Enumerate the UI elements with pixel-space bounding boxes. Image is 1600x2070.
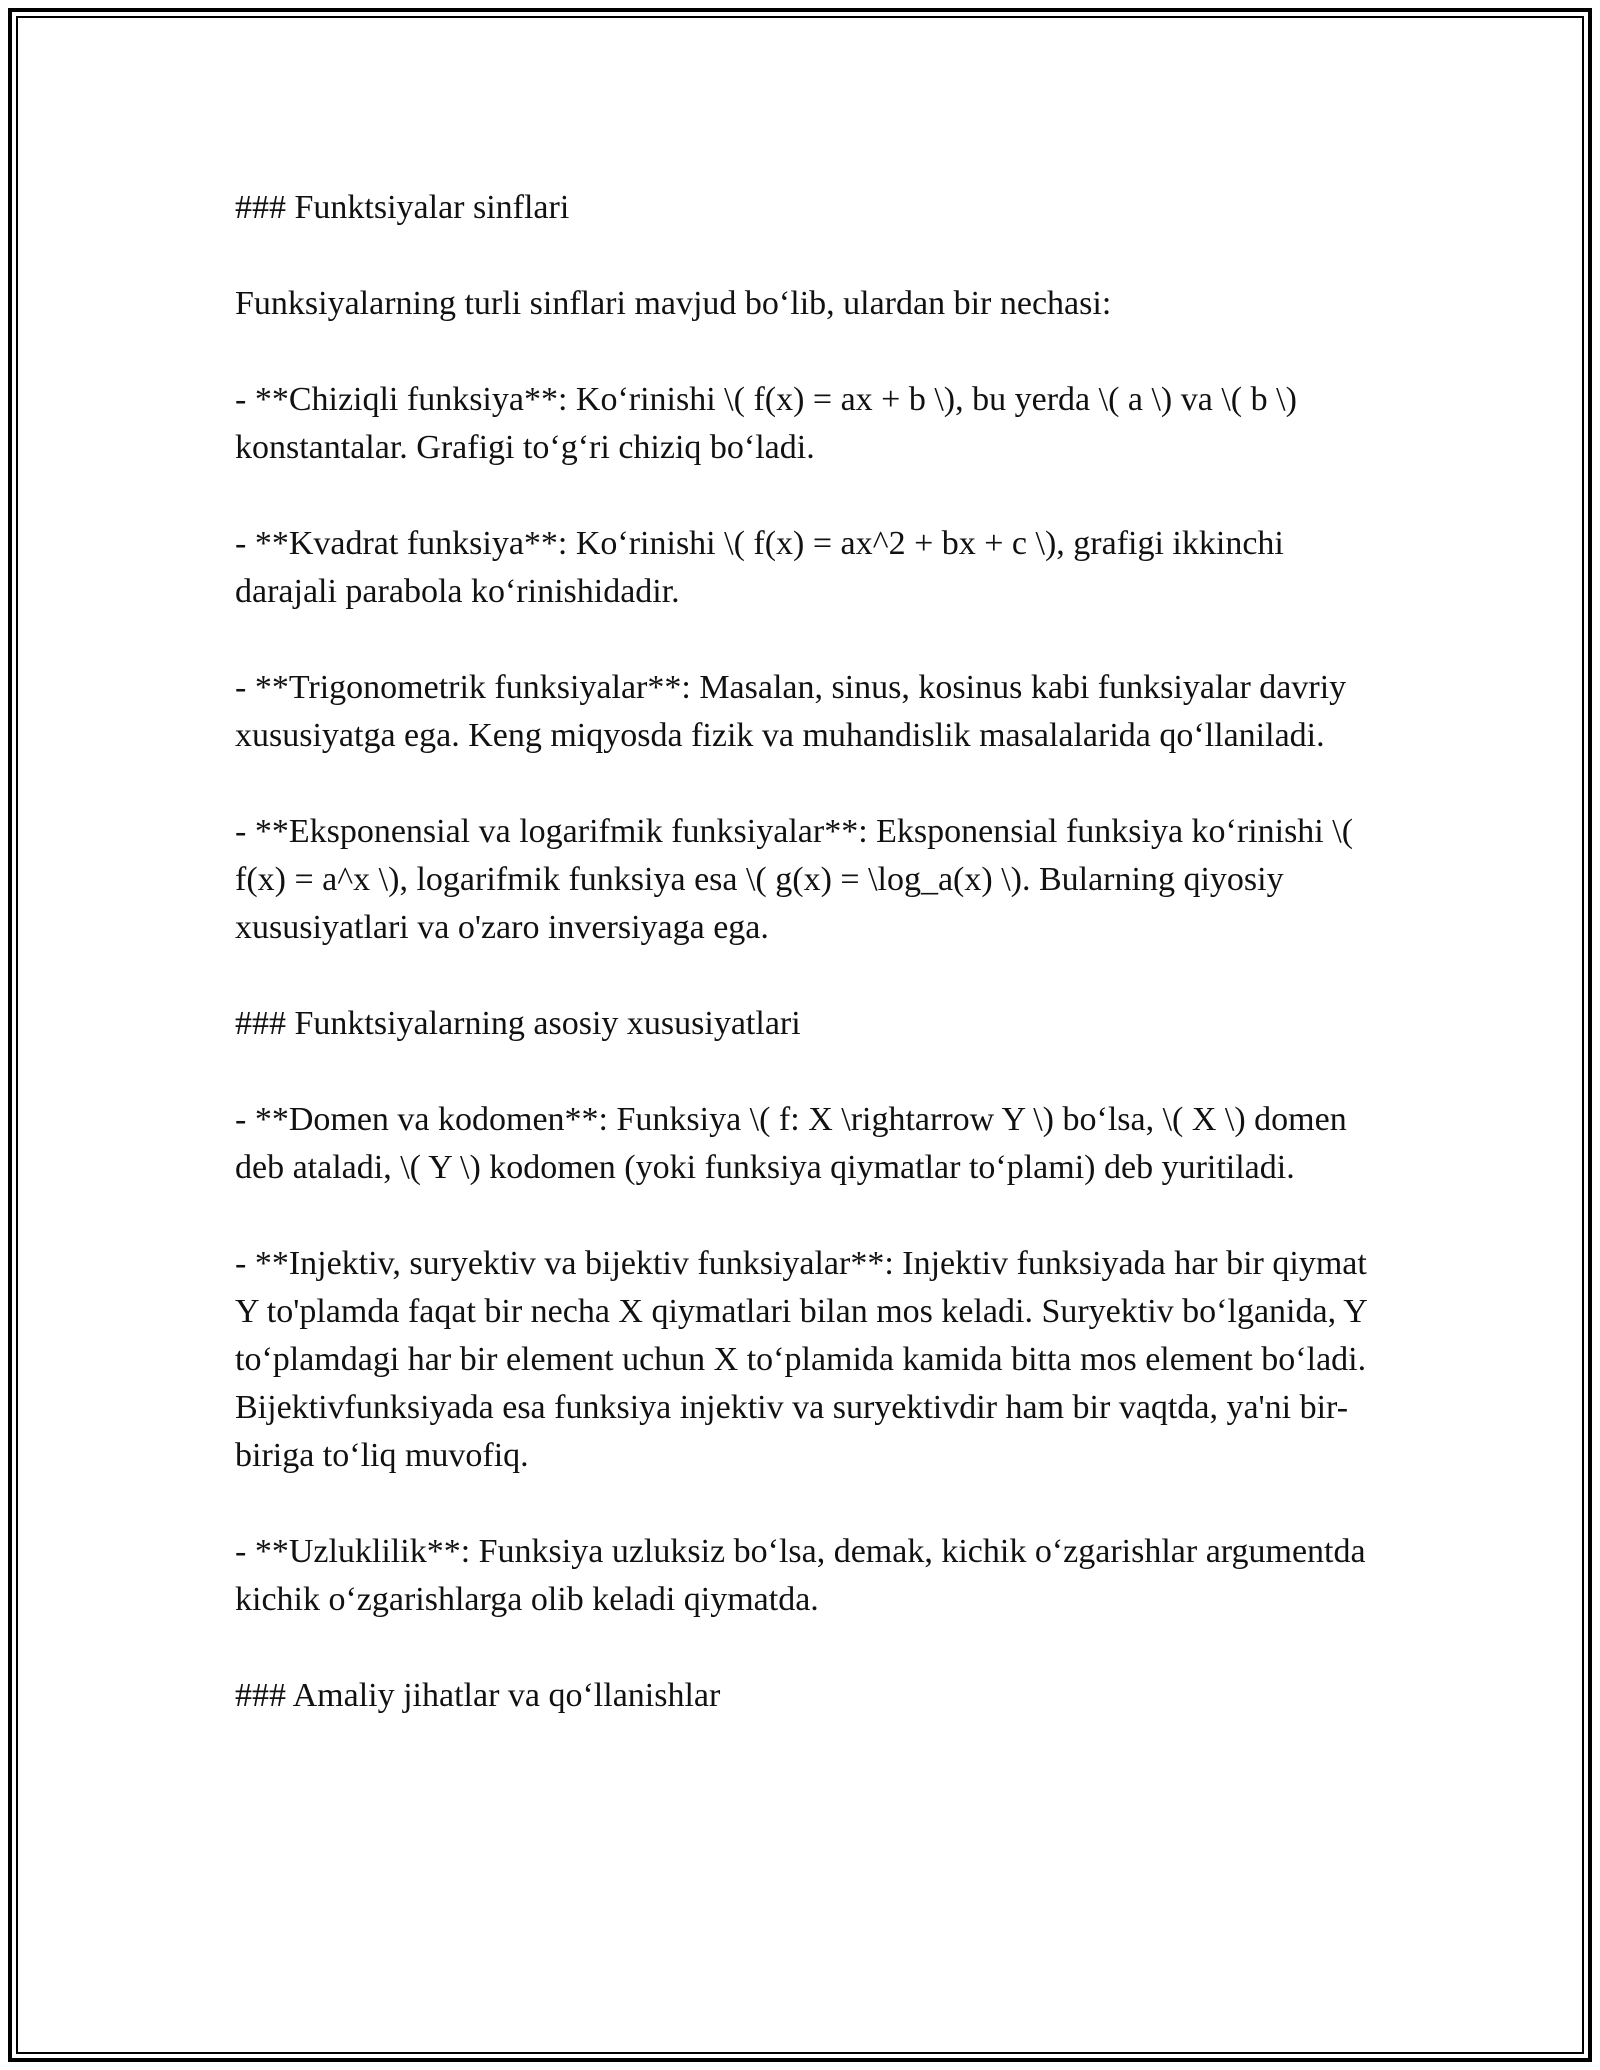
section-heading-practical-aspects: ### Amaliy jihatlar va qo‘llanishlar — [235, 1677, 721, 1714]
list-item-continuity: - **Uzluklilik**: Funksiya uzluksiz bo‘lsa, demak, kichik o‘zgarishlar argumentda kichik o‘zgarishlarga olib keladi qiymatda. — [235, 1533, 1366, 1618]
intro-paragraph: Funksiyalarning turli sinflari mavjud bo‘lib, ulardan bir nechasi: — [235, 285, 1112, 322]
list-item-trigonometric-functions: - **Trigonometrik funksiyalar**: Masalan, sinus, kosinus kabi funksiyalar davriy xususiyatga ega. Keng miqyosda fizik va muhandislik masalalarida qo‘llaniladi. — [235, 669, 1347, 754]
list-item-injective-surjective-bijective: - **Injektiv, suryektiv va bijektiv funksiyalar**: Injektiv funksiyada har bir qiymat Y to'plamda faqat bir necha X qiymatlari bilan mos keladi. Suryektiv bo‘lganida, Y to‘plamdagi har bir element uchun X to‘plamida kamida bitta mos element bo‘ladi. Bijektivfunksiyada esa funksiya injektiv va suryektivdir ham bir vaqtda, ya'ni bir-biriga to‘liq muvofiq. — [235, 1245, 1367, 1474]
list-item-quadratic-function: - **Kvadrat funksiya**: Ko‘rinishi \( f(x) = ax^2 + bx + c \), grafigi ikkinchi darajali parabola ko‘rinishidadir. — [235, 525, 1284, 610]
section-heading-basic-properties: ### Funktsiyalarning asosiy xususiyatlari — [235, 1005, 801, 1042]
list-item-linear-function: - **Chiziqli funksiya**: Ko‘rinishi \( f(x) = ax + b \), bu yerda \( a \) va \( b \) konstantalar. Grafigi to‘g‘ri chiziq bo‘ladi. — [235, 381, 1297, 466]
section-heading-function-classes: ### Funktsiyalar sinflari — [235, 189, 570, 226]
document-body — [235, 184, 1375, 1720]
list-item-exponential-logarithmic: - **Eksponensial va logarifmik funksiyalar**: Eksponensial funksiya ko‘rinishi \( f(x) = a^x \), logarifmik funksiya esa \( g(x) = \log_a(x) \). Bularning qiyosiy xususiyatlari va o'zaro inversiyaga ega. — [235, 813, 1354, 946]
list-item-domain-codomain: - **Domen va kodomen**: Funksiya \( f: X \rightarrow Y \) bo‘lsa, \( X \) domen deb ataladi, \( Y \) kodomen (yoki funksiya qiymatlar to‘plami) deb yuritiladi. — [235, 1101, 1347, 1186]
